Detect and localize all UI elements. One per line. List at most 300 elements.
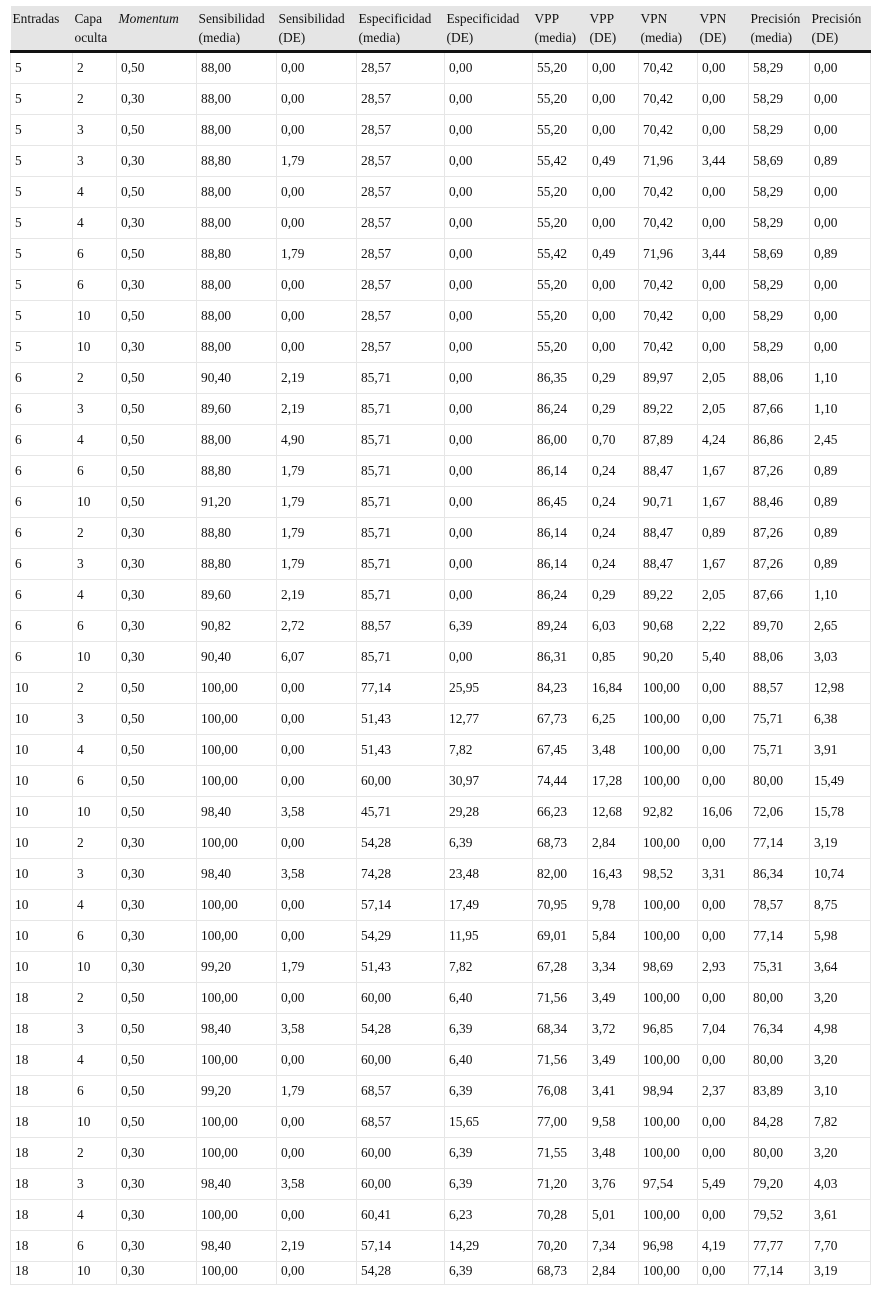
table-row [11, 456, 871, 487]
table-cell: 77,14 [749, 828, 810, 859]
column-header-line2: (media) [198, 30, 241, 45]
table-cell: 55,20 [533, 208, 588, 239]
table-cell: 88,57 [357, 611, 445, 642]
table-cell: 18 [11, 1231, 73, 1262]
table-cell: 16,43 [588, 859, 639, 890]
table-cell: 89,22 [639, 394, 698, 425]
table-cell: 10 [11, 735, 73, 766]
table-cell: 55,20 [533, 332, 588, 363]
table-cell: 0,29 [588, 363, 639, 394]
table-cell: 55,20 [533, 52, 588, 84]
column-header [810, 6, 871, 52]
table-cell: 58,29 [749, 270, 810, 301]
table-row [11, 1076, 871, 1107]
table-cell: 10,74 [810, 859, 871, 890]
table-cell: 0,00 [588, 115, 639, 146]
table-cell: 0,00 [698, 890, 749, 921]
table-cell: 85,71 [357, 363, 445, 394]
table-cell: 0,50 [117, 735, 197, 766]
table-cell: 55,20 [533, 270, 588, 301]
table-cell: 2,84 [588, 1262, 639, 1285]
table-cell: 83,89 [749, 1076, 810, 1107]
table-cell: 5 [11, 239, 73, 270]
table-cell: 0,00 [698, 735, 749, 766]
table-cell: 98,40 [197, 1014, 277, 1045]
table-cell: 6,23 [445, 1200, 533, 1231]
table-cell: 0,30 [117, 332, 197, 363]
table-cell: 4 [73, 1200, 117, 1231]
table-cell: 2 [73, 1138, 117, 1169]
table-cell: 88,00 [197, 208, 277, 239]
table-cell: 0,24 [588, 549, 639, 580]
table-cell: 100,00 [197, 921, 277, 952]
column-header-line2: (media) [640, 30, 683, 45]
column-header-line1: Sensibilidad [198, 11, 265, 26]
table-cell: 6 [73, 766, 117, 797]
table-cell: 10 [73, 301, 117, 332]
table-cell: 55,20 [533, 301, 588, 332]
table-row [11, 270, 871, 301]
table-cell: 3 [73, 549, 117, 580]
table-cell: 2,22 [698, 611, 749, 642]
table-cell: 28,57 [357, 270, 445, 301]
table-cell: 0,89 [810, 456, 871, 487]
table-header [11, 6, 871, 52]
table-cell: 0,00 [445, 363, 533, 394]
table-cell: 0,00 [445, 208, 533, 239]
table-cell: 67,73 [533, 704, 588, 735]
table-cell: 3,34 [588, 952, 639, 983]
table-cell: 0,50 [117, 766, 197, 797]
table-cell: 0,00 [588, 177, 639, 208]
table-cell: 5 [11, 52, 73, 84]
table-cell: 10 [11, 673, 73, 704]
table-cell: 3 [73, 146, 117, 177]
table-cell: 6,39 [445, 828, 533, 859]
table-cell: 60,00 [357, 766, 445, 797]
results-table [10, 6, 871, 1285]
column-header [698, 6, 749, 52]
table-cell: 28,57 [357, 239, 445, 270]
table-cell: 100,00 [639, 673, 698, 704]
table-cell: 88,00 [197, 115, 277, 146]
table-cell: 88,57 [749, 673, 810, 704]
table-cell: 6 [73, 921, 117, 952]
table-cell: 68,57 [357, 1076, 445, 1107]
table-cell: 5,01 [588, 1200, 639, 1231]
table-cell: 2 [73, 673, 117, 704]
table-cell: 89,60 [197, 580, 277, 611]
table-cell: 45,71 [357, 797, 445, 828]
table-cell: 0,00 [277, 208, 357, 239]
table-cell: 5,40 [698, 642, 749, 673]
table-cell: 89,97 [639, 363, 698, 394]
table-cell: 4,24 [698, 425, 749, 456]
table-cell: 88,47 [639, 456, 698, 487]
table-row [11, 332, 871, 363]
column-header-line1: VPP [589, 11, 615, 26]
table-cell: 100,00 [197, 983, 277, 1014]
table-row [11, 425, 871, 456]
table-cell: 0,00 [810, 301, 871, 332]
table-cell: 100,00 [639, 1262, 698, 1285]
table-cell: 30,97 [445, 766, 533, 797]
table-row [11, 208, 871, 239]
table-cell: 0,50 [117, 363, 197, 394]
table-cell: 10 [73, 1107, 117, 1138]
table-cell: 88,00 [197, 425, 277, 456]
table-cell: 55,20 [533, 84, 588, 115]
table-cell: 77,00 [533, 1107, 588, 1138]
table-cell: 18 [11, 1262, 73, 1285]
table-cell: 25,95 [445, 673, 533, 704]
table-cell: 90,40 [197, 642, 277, 673]
table-cell: 3 [73, 1169, 117, 1200]
table-cell: 0,00 [810, 52, 871, 84]
table-cell: 0,00 [445, 301, 533, 332]
table-cell: 0,50 [117, 1014, 197, 1045]
table-cell: 68,73 [533, 1262, 588, 1285]
table-cell: 15,78 [810, 797, 871, 828]
table-cell: 0,30 [117, 890, 197, 921]
table-cell: 75,31 [749, 952, 810, 983]
column-header-line2: (DE) [278, 30, 306, 45]
table-cell: 1,79 [277, 487, 357, 518]
table-cell: 0,24 [588, 456, 639, 487]
table-cell: 10 [11, 797, 73, 828]
table-row [11, 115, 871, 146]
table-cell: 71,55 [533, 1138, 588, 1169]
table-cell: 28,57 [357, 332, 445, 363]
table-cell: 0,50 [117, 1045, 197, 1076]
table-cell: 0,00 [277, 177, 357, 208]
table-row [11, 1045, 871, 1076]
table-cell: 70,42 [639, 84, 698, 115]
table-cell: 10 [73, 332, 117, 363]
table-cell: 74,28 [357, 859, 445, 890]
table-cell: 89,70 [749, 611, 810, 642]
table-body [11, 52, 871, 1285]
table-cell: 0,00 [698, 1045, 749, 1076]
table-cell: 91,20 [197, 487, 277, 518]
table-cell: 4,03 [810, 1169, 871, 1200]
table-cell: 0,89 [810, 487, 871, 518]
column-header-line1: Precisión [811, 11, 862, 26]
table-cell: 2,19 [277, 363, 357, 394]
table-cell: 6 [73, 611, 117, 642]
table-cell: 5 [11, 177, 73, 208]
table-row [11, 890, 871, 921]
table-cell: 80,00 [749, 766, 810, 797]
table-cell: 100,00 [197, 704, 277, 735]
table-cell: 2 [73, 52, 117, 84]
table-cell: 57,14 [357, 1231, 445, 1262]
table-cell: 0,30 [117, 828, 197, 859]
table-cell: 0,50 [117, 1107, 197, 1138]
table-cell: 0,00 [445, 549, 533, 580]
table-cell: 12,68 [588, 797, 639, 828]
table-cell: 0,00 [277, 1045, 357, 1076]
table-cell: 0,00 [698, 983, 749, 1014]
table-cell: 2,05 [698, 394, 749, 425]
table-cell: 0,00 [588, 270, 639, 301]
table-cell: 87,26 [749, 549, 810, 580]
table-cell: 10 [11, 766, 73, 797]
table-cell: 100,00 [197, 673, 277, 704]
table-cell: 80,00 [749, 1045, 810, 1076]
table-row [11, 1107, 871, 1138]
table-cell: 2 [73, 84, 117, 115]
table-cell: 2 [73, 363, 117, 394]
table-row [11, 146, 871, 177]
table-cell: 58,29 [749, 115, 810, 146]
table-row [11, 921, 871, 952]
table-cell: 88,80 [197, 518, 277, 549]
table-cell: 84,28 [749, 1107, 810, 1138]
table-cell: 6,39 [445, 1169, 533, 1200]
table-cell: 100,00 [197, 828, 277, 859]
table-cell: 4 [73, 1045, 117, 1076]
table-cell: 60,00 [357, 983, 445, 1014]
table-cell: 0,30 [117, 952, 197, 983]
table-cell: 16,84 [588, 673, 639, 704]
table-cell: 0,00 [445, 177, 533, 208]
table-row [11, 952, 871, 983]
table-cell: 71,56 [533, 983, 588, 1014]
table-cell: 3,19 [810, 1262, 871, 1285]
column-header [639, 6, 698, 52]
table-cell: 1,67 [698, 549, 749, 580]
table-cell: 0,00 [445, 456, 533, 487]
table-cell: 6 [11, 642, 73, 673]
table-cell: 87,89 [639, 425, 698, 456]
table-cell: 100,00 [639, 921, 698, 952]
table-cell: 0,00 [445, 580, 533, 611]
table-cell: 0,24 [588, 487, 639, 518]
table-cell: 2 [73, 828, 117, 859]
table-cell: 96,85 [639, 1014, 698, 1045]
table-cell: 2,19 [277, 1231, 357, 1262]
table-cell: 3,19 [810, 828, 871, 859]
table-cell: 8,75 [810, 890, 871, 921]
table-cell: 80,00 [749, 983, 810, 1014]
table-cell: 6 [11, 518, 73, 549]
table-cell: 0,00 [698, 1200, 749, 1231]
table-cell: 0,00 [445, 425, 533, 456]
table-cell: 0,50 [117, 983, 197, 1014]
table-cell: 18 [11, 1169, 73, 1200]
table-cell: 6 [73, 456, 117, 487]
table-cell: 60,00 [357, 1045, 445, 1076]
table-cell: 0,00 [445, 487, 533, 518]
column-header-line2: (DE) [589, 30, 617, 45]
table-cell: 0,30 [117, 642, 197, 673]
table-cell: 0,49 [588, 239, 639, 270]
table-cell: 0,00 [588, 332, 639, 363]
table-cell: 77,77 [749, 1231, 810, 1262]
table-cell: 100,00 [197, 735, 277, 766]
table-row [11, 642, 871, 673]
table-cell: 75,71 [749, 735, 810, 766]
column-header [197, 6, 277, 52]
table-cell: 4 [73, 735, 117, 766]
table-cell: 85,71 [357, 456, 445, 487]
table-cell: 16,06 [698, 797, 749, 828]
table-cell: 55,42 [533, 146, 588, 177]
table-cell: 0,00 [588, 52, 639, 84]
table-cell: 100,00 [639, 1200, 698, 1231]
table-cell: 3,31 [698, 859, 749, 890]
table-cell: 90,20 [639, 642, 698, 673]
table-cell: 2 [73, 983, 117, 1014]
table-cell: 6,39 [445, 1076, 533, 1107]
table-cell: 6,39 [445, 1138, 533, 1169]
table-cell: 68,57 [357, 1107, 445, 1138]
table-cell: 85,71 [357, 580, 445, 611]
table-cell: 0,00 [698, 1262, 749, 1285]
table-cell: 0,50 [117, 301, 197, 332]
table-cell: 3,72 [588, 1014, 639, 1045]
table-cell: 70,42 [639, 270, 698, 301]
table-cell: 4,98 [810, 1014, 871, 1045]
table-cell: 2,93 [698, 952, 749, 983]
column-header-line2: (DE) [811, 30, 839, 45]
table-cell: 9,78 [588, 890, 639, 921]
column-header-line1: Especificidad [446, 11, 520, 26]
table-cell: 86,86 [749, 425, 810, 456]
table-cell: 100,00 [197, 1107, 277, 1138]
table-cell: 3,64 [810, 952, 871, 983]
table-cell: 7,70 [810, 1231, 871, 1262]
table-cell: 58,29 [749, 177, 810, 208]
table-row [11, 239, 871, 270]
table-cell: 0,30 [117, 1231, 197, 1262]
table-cell: 0,70 [588, 425, 639, 456]
table-cell: 85,71 [357, 487, 445, 518]
table-cell: 7,82 [810, 1107, 871, 1138]
table-cell: 2,37 [698, 1076, 749, 1107]
table-cell: 1,10 [810, 363, 871, 394]
table-row [11, 704, 871, 735]
table-cell: 6 [73, 1076, 117, 1107]
table-cell: 100,00 [197, 1262, 277, 1285]
table-cell: 0,30 [117, 921, 197, 952]
column-header-line1: Momentum [118, 11, 179, 26]
table-cell: 3 [73, 394, 117, 425]
table-cell: 0,00 [810, 208, 871, 239]
column-header [445, 6, 533, 52]
table-cell: 18 [11, 983, 73, 1014]
table-cell: 85,71 [357, 549, 445, 580]
table-cell: 70,42 [639, 208, 698, 239]
table-cell: 10 [11, 921, 73, 952]
table-cell: 0,00 [810, 84, 871, 115]
table-cell: 0,00 [810, 332, 871, 363]
table-cell: 90,68 [639, 611, 698, 642]
table-cell: 99,20 [197, 952, 277, 983]
table-row [11, 983, 871, 1014]
table-cell: 28,57 [357, 115, 445, 146]
table-cell: 12,77 [445, 704, 533, 735]
table-cell: 100,00 [639, 1138, 698, 1169]
table-cell: 86,34 [749, 859, 810, 890]
table-cell: 51,43 [357, 704, 445, 735]
table-cell: 89,22 [639, 580, 698, 611]
table-cell: 0,00 [698, 1107, 749, 1138]
column-header-line2: (media) [750, 30, 793, 45]
table-cell: 0,00 [277, 332, 357, 363]
table-cell: 0,30 [117, 1169, 197, 1200]
table-cell: 0,30 [117, 84, 197, 115]
column-header [588, 6, 639, 52]
table-cell: 7,04 [698, 1014, 749, 1045]
table-row [11, 1169, 871, 1200]
table-cell: 0,00 [277, 1262, 357, 1285]
table-cell: 6,39 [445, 611, 533, 642]
table-cell: 0,00 [445, 239, 533, 270]
table-cell: 60,41 [357, 1200, 445, 1231]
table-cell: 67,28 [533, 952, 588, 983]
table-cell: 0,85 [588, 642, 639, 673]
table-cell: 3,91 [810, 735, 871, 766]
table-cell: 0,30 [117, 549, 197, 580]
table-cell: 76,08 [533, 1076, 588, 1107]
table-row [11, 84, 871, 115]
table-cell: 3 [73, 1014, 117, 1045]
table-row [11, 394, 871, 425]
table-cell: 28,57 [357, 146, 445, 177]
table-cell: 4 [73, 177, 117, 208]
table-cell: 0,29 [588, 580, 639, 611]
table-cell: 51,43 [357, 735, 445, 766]
table-cell: 2,45 [810, 425, 871, 456]
table-cell: 92,82 [639, 797, 698, 828]
table-cell: 77,14 [749, 1262, 810, 1285]
table-cell: 7,82 [445, 735, 533, 766]
column-header-line2: (DE) [699, 30, 727, 45]
table-cell: 10 [11, 828, 73, 859]
table-row [11, 518, 871, 549]
table-cell: 97,54 [639, 1169, 698, 1200]
table-cell: 0,00 [445, 115, 533, 146]
table-cell: 90,40 [197, 363, 277, 394]
table-cell: 0,00 [588, 84, 639, 115]
table-cell: 10 [11, 704, 73, 735]
table-cell: 70,20 [533, 1231, 588, 1262]
table-cell: 88,80 [197, 146, 277, 177]
table-cell: 0,50 [117, 239, 197, 270]
table-cell: 0,29 [588, 394, 639, 425]
table-row [11, 673, 871, 704]
table-cell: 0,00 [277, 52, 357, 84]
table-cell: 87,66 [749, 394, 810, 425]
table-cell: 6,40 [445, 983, 533, 1014]
table-cell: 60,00 [357, 1169, 445, 1200]
table-cell: 6 [11, 549, 73, 580]
table-cell: 58,29 [749, 301, 810, 332]
column-header [11, 6, 73, 52]
table-cell: 1,79 [277, 1076, 357, 1107]
table-cell: 69,01 [533, 921, 588, 952]
table-cell: 98,94 [639, 1076, 698, 1107]
table-cell: 0,00 [445, 52, 533, 84]
table-row [11, 1200, 871, 1231]
table-cell: 88,47 [639, 549, 698, 580]
table-cell: 88,80 [197, 549, 277, 580]
table-cell: 0,00 [588, 208, 639, 239]
column-header-line1: Capa [74, 11, 103, 26]
table-cell: 0,30 [117, 1262, 197, 1285]
